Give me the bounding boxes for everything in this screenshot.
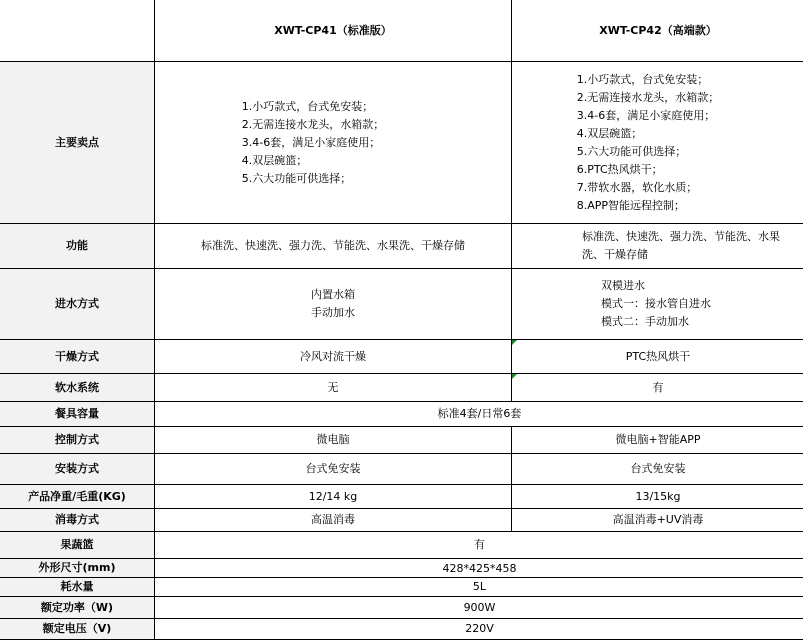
- row-capacity: [0, 402, 803, 427]
- row-voltage: [0, 619, 803, 640]
- row-power: [0, 597, 803, 619]
- water-inlet-a-2: 手动加水: [311, 304, 355, 322]
- label-drying: 干燥方式: [0, 340, 155, 374]
- water-use-value: 5L: [155, 578, 803, 597]
- row-water-inlet: [0, 269, 803, 340]
- header-model-b: XWT-CP42（高端款）: [512, 0, 803, 62]
- install-b: 台式免安装: [512, 454, 803, 485]
- install-a: 台式免安装: [155, 454, 512, 485]
- label-water-use: 耗水量: [0, 578, 155, 597]
- label-weight: 产品净重/毛重(KG): [0, 485, 155, 509]
- water-inlet-a: [155, 269, 512, 340]
- row-softener: [0, 374, 803, 402]
- header-row: [0, 0, 803, 62]
- water-inlet-a-1: 内置水箱: [311, 286, 355, 304]
- row-install: [0, 454, 803, 485]
- water-inlet-b-1: 双模进水: [601, 277, 711, 295]
- weight-b: 13/15kg: [512, 485, 803, 509]
- water-inlet-b-2: 模式一：接水管自进水: [601, 295, 711, 313]
- header-model-a: XWT-CP41（标准版）: [155, 0, 512, 62]
- water-inlet-b: [512, 269, 803, 340]
- label-install: 安装方式: [0, 454, 155, 485]
- label-functions: 功能: [0, 224, 155, 269]
- row-drying: [0, 340, 803, 374]
- row-control: [0, 427, 803, 454]
- row-functions: [0, 224, 803, 269]
- selling-point-b-1: 1.小巧款式，台式免安装；: [577, 71, 720, 89]
- row-fruit-basket: [0, 532, 803, 559]
- selling-point-b-8: 8.APP智能远程控制；: [577, 197, 720, 215]
- disinfect-a: 高温消毒: [155, 509, 512, 532]
- label-voltage: 额定电压（V): [0, 619, 155, 640]
- drying-b: PTC热风烘干: [512, 340, 803, 374]
- dimensions-value: 428*425*458: [155, 559, 803, 578]
- softener-a: 无: [155, 374, 512, 402]
- selling-point-b-4: 4.双层碗篮；: [577, 125, 720, 143]
- row-water-use: [0, 578, 803, 597]
- label-selling-points: 主要卖点: [0, 62, 155, 224]
- disinfect-b: 高温消毒+UV消毒: [512, 509, 803, 532]
- capacity-value: 标准4套/日常6套: [155, 402, 803, 427]
- row-selling-points: [0, 62, 803, 224]
- selling-point-a-1: 1.小巧款式，台式免安装；: [242, 98, 385, 116]
- power-value: 900W: [155, 597, 803, 619]
- selling-point-a-4: 4.双层碗篮；: [242, 152, 385, 170]
- fruit-basket-value: 有: [155, 532, 803, 559]
- label-water-inlet: 进水方式: [0, 269, 155, 340]
- weight-a: 12/14 kg: [155, 485, 512, 509]
- row-weight: [0, 485, 803, 509]
- control-a: 微电脑: [155, 427, 512, 454]
- functions-a: 标准洗、快速洗、强力洗、节能洗、水果洗、干燥存储: [155, 224, 512, 269]
- row-dimensions: [0, 559, 803, 578]
- drying-a: 冷风对流干燥: [155, 340, 512, 374]
- label-control: 控制方式: [0, 427, 155, 454]
- voltage-value: 220V: [155, 619, 803, 640]
- corner-cell: [0, 0, 155, 62]
- water-inlet-b-3: 模式二：手动加水: [601, 313, 711, 331]
- label-softener: 软水系统: [0, 374, 155, 402]
- functions-b: 标准洗、快速洗、强力洗、节能洗、水果洗、干燥存储: [512, 224, 803, 269]
- selling-points-b: [512, 62, 803, 224]
- selling-point-a-3: 3.4-6套，满足小家庭使用；: [242, 134, 385, 152]
- label-capacity: 餐具容量: [0, 402, 155, 427]
- selling-point-b-3: 3.4-6套，满足小家庭使用；: [577, 107, 720, 125]
- selling-points-a: [155, 62, 512, 224]
- label-disinfect: 消毒方式: [0, 509, 155, 532]
- row-disinfect: [0, 509, 803, 532]
- selling-point-b-2: 2.无需连接水龙头，水箱款；: [577, 89, 720, 107]
- selling-point-b-6: 6.PTC热风烘干；: [577, 161, 720, 179]
- selling-point-a-5: 5.六大功能可供选择；: [242, 170, 385, 188]
- selling-point-b-5: 5.六大功能可供选择；: [577, 143, 720, 161]
- softener-b: 有: [512, 374, 803, 402]
- control-b: 微电脑+智能APP: [512, 427, 803, 454]
- selling-point-b-7: 7.带软水器，软化水质；: [577, 179, 720, 197]
- selling-point-a-2: 2.无需连接水龙头，水箱款；: [242, 116, 385, 134]
- label-fruit-basket: 果蔬篮: [0, 532, 155, 559]
- label-dimensions: 外形尺寸(mm): [0, 559, 155, 578]
- label-power: 额定功率（W): [0, 597, 155, 619]
